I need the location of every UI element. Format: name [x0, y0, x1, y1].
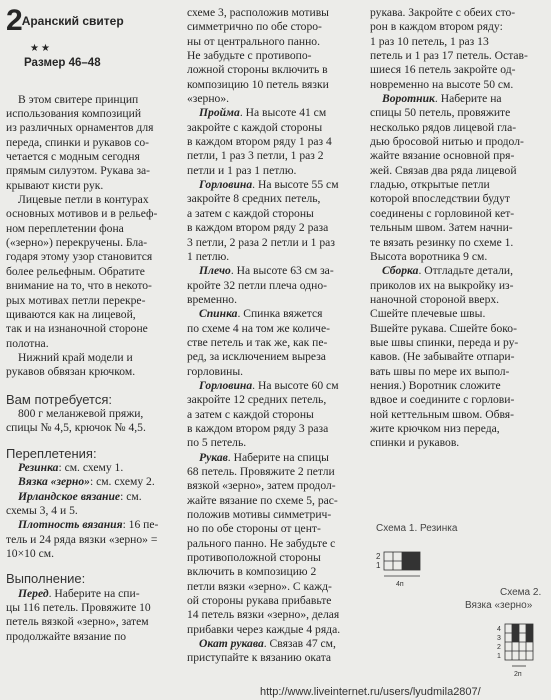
col3-intro — [370, 6, 544, 92]
text-line: петель и 1 раз 17 петель. Остав- — [370, 49, 528, 63]
schema-2-diagram — [495, 616, 545, 686]
text-line: прибавки через каждые 4 ряда. — [187, 622, 341, 636]
text-line: соединены с горловиной кет- — [370, 206, 515, 220]
back-section — [187, 307, 361, 379]
text-line: приступайте к вязанию оката — [187, 651, 332, 665]
text-line: включить в композицию 2 — [187, 565, 317, 579]
text-line: стве петель и так же, как пе- — [187, 335, 328, 349]
section-text: . Отгладьте детали, — [418, 264, 514, 278]
section-text: . На высоте 55 см — [252, 178, 339, 192]
text-line: ны от центрального панно. — [187, 34, 320, 48]
section-first-line — [370, 92, 544, 106]
text-line: переда, спинки и рукавов со- — [6, 135, 149, 149]
section-text: . Спинка вяжется — [237, 307, 323, 321]
density-line-3: 10×10 см. — [6, 547, 55, 560]
text-line: петли и 1 раз 1 петлю. — [187, 163, 297, 177]
text-line: основных мотивов и в рельеф- — [6, 207, 158, 221]
front-section — [6, 587, 178, 644]
section-keyword: Плечо — [199, 264, 231, 278]
schema-2-row-2: 2 — [497, 644, 501, 651]
schema-2-row-4: 4 — [497, 626, 501, 633]
section-keyword: Горловина — [199, 178, 253, 192]
schema-1-row-2: 2 — [376, 552, 381, 561]
text-line: наночной стороной вверх. — [370, 292, 500, 306]
text-line: дью бросовой нитью и продол- — [370, 135, 524, 149]
text-line: новременно на высоте 50 см. — [370, 77, 514, 91]
text-line: В этом свитере принцип — [18, 92, 139, 106]
text-line: рых мотивах петли перекре- — [6, 293, 146, 307]
text-line: 1 петлю. — [187, 249, 230, 263]
text-line: цы 116 петель. Провяжите 10 — [6, 601, 151, 615]
section-first-line — [187, 451, 361, 465]
text-line: симметрично по обе сторо- — [187, 20, 322, 34]
schema-2-label-1: Схема 2. — [500, 587, 542, 598]
schema-1-diagram — [372, 540, 442, 590]
schema-2-row-1: 1 — [497, 653, 501, 660]
pattern-number: 2 — [6, 4, 22, 37]
schema-2-row-3: 3 — [497, 635, 501, 642]
text-line: закройте с каждой стороны — [187, 120, 323, 134]
text-line: положив мотивы симметрич- — [187, 508, 332, 522]
execution-heading: Выполнение: — [6, 571, 86, 587]
size-label: Размер 46–48 — [24, 57, 101, 70]
schema-2-repeat: 2п — [514, 671, 522, 678]
schema-1-row-1: 1 — [376, 561, 381, 570]
section-first-line — [370, 264, 544, 278]
text-line: 14 петель вязки «зерно», делая — [187, 608, 340, 622]
text-line: противоположной стороны — [187, 551, 321, 565]
text-line: вдвое и соедините с горлови- — [370, 393, 515, 407]
section-first-line — [187, 178, 361, 192]
patterns-heading: Переплетения: — [6, 445, 97, 461]
text-line: вые швы спинки, переда и ру- — [370, 335, 519, 349]
text-line: использования композиций — [6, 107, 142, 121]
text-line: петли, 1 раз 3 петли, 1 раз 2 — [187, 149, 324, 163]
neck-section — [187, 178, 361, 264]
section-text: . Наберите на спи- — [48, 586, 140, 600]
text-line: кройте 32 петли плеча одно- — [187, 278, 327, 292]
materials-heading: Вам потребуется: — [6, 391, 112, 407]
irish-line: Ирландское вязание: см. — [18, 489, 142, 503]
section-text: . Наберите на — [434, 92, 502, 106]
text-line: приколов их на выкройку из- — [370, 278, 514, 292]
section-keyword: Пройма — [199, 106, 240, 120]
text-line: композицию 10 петель вязки — [187, 77, 329, 91]
section-keyword: Сборка — [382, 264, 419, 278]
text-line: жайте вязание основной пря- — [370, 149, 515, 163]
text-line: нения.) Воротник сложите — [370, 378, 501, 392]
text-line: годаря этому узор становится — [6, 250, 153, 264]
text-line: 1 раз 10 петель, 1 раз 13 — [370, 34, 489, 48]
materials-text — [6, 407, 178, 436]
section-text: . На высоте 63 см за- — [230, 264, 334, 278]
pattern-header — [6, 6, 178, 36]
section-text: . Наберите на спицы — [227, 450, 329, 464]
sleeve-section — [187, 451, 361, 637]
text-line: 68 петель. Провяжите 2 петли — [187, 465, 335, 478]
text-line: кавов. (Не забывайте отпари- — [370, 350, 515, 364]
text-line: ой стороны рукава прибавьте — [187, 594, 332, 608]
text-line: из различных орнаментов для — [6, 121, 154, 135]
text-line: те вязать резинку по схеме 1. — [370, 235, 514, 249]
text-line: несколько рядов лицевой гла- — [370, 120, 517, 134]
section-text: . На высоте 60 см — [252, 378, 339, 392]
text-line: рукавов обвязан крючком. — [6, 365, 136, 379]
text-line: закройте 12 средних петель, — [187, 393, 327, 407]
text-line: щиваются как на лицевой, — [6, 307, 136, 321]
schema-1-repeat: 4п — [396, 581, 404, 588]
text-line: Не забудьте с противопо- — [187, 49, 312, 63]
assembly-section — [370, 264, 544, 450]
text-line: рон в каждом втором ряду: — [370, 20, 503, 34]
text-line: продолжайте вязание по — [6, 629, 127, 643]
schema-1-label: Схема 1. Резинка — [376, 523, 458, 534]
section-keyword: Рукав — [199, 450, 228, 464]
text-line: более рельефным. Обратите — [6, 264, 145, 278]
section-first-line — [187, 637, 361, 651]
text-line: ред, за исключением выреза — [187, 350, 326, 364]
irish-line-2: схемы 3, 4 и 5. — [6, 503, 78, 517]
text-line: схеме 3, расположив мотивы — [187, 6, 329, 19]
text-line: но по обе стороны от цент- — [187, 522, 321, 536]
section-keyword: Горловина — [199, 378, 253, 392]
density-line-2: тель и 24 ряда вязки «зерно» = — [6, 532, 158, 546]
text-line: по схеме 4 на том же количе- — [187, 321, 331, 335]
back-neck-section — [187, 379, 361, 451]
armhole-section — [187, 106, 361, 178]
column-3 — [370, 6, 544, 451]
text-line: прямым силуэтом. Рукава за- — [6, 164, 151, 178]
text-line: горловины. — [187, 364, 244, 378]
column-2 — [187, 6, 361, 666]
text-line: спинки и рукавов. — [370, 436, 460, 450]
sleeve-cap-section — [187, 637, 361, 666]
text-line: 3 петли, 2 раза 2 петли и 1 раз — [187, 235, 335, 249]
section-keyword: Спинка — [199, 307, 238, 321]
text-line: петель вязкой «зерно», затем — [6, 615, 149, 629]
text-line: жей. Связав два ряда лицевой — [370, 163, 517, 177]
difficulty-stars: ★★ — [30, 43, 52, 54]
shoulder-section — [187, 264, 361, 307]
text-line: спицы 50 петель, провяжите — [370, 106, 511, 120]
text-line: полотна. — [6, 336, 49, 350]
source-url[interactable]: http://www.liveinternet.ru/users/lyudmila2807/ — [260, 686, 481, 698]
text-line: Нижний край модели и — [18, 350, 133, 364]
section-first-line — [187, 379, 361, 393]
collar-section — [370, 92, 544, 264]
text-line: ном переплетении фона — [6, 221, 124, 235]
text-line: Вшейте рукава. Сшейте боко- — [370, 321, 517, 335]
text-line: вязкой «зерно», затем продол- — [187, 479, 336, 493]
text-line: Сшейте плечевые швы. — [370, 307, 486, 321]
section-text: . На высоте 41 см — [239, 106, 327, 120]
text-line: Высота воротника 9 см. — [370, 249, 488, 263]
section-text: . Связав 47 см, — [263, 637, 336, 651]
text-line: шиеся 16 петель закройте од- — [370, 63, 516, 77]
text-line: тельным швом. Затем начни- — [370, 221, 513, 235]
section-keyword: Перед — [18, 586, 49, 600]
text-line: в каждом втором ряду 1 раз 4 — [187, 135, 332, 149]
section-first-line — [187, 106, 361, 120]
section-first-line — [6, 587, 178, 601]
text-line: Лицевые петли в контурах — [18, 193, 149, 207]
text-line: в каждом втором ряду 3 раза — [187, 421, 329, 435]
text-line: жите крючком низ переда, — [370, 421, 500, 435]
density-line: Плотность вязания: 16 пе- — [18, 518, 159, 532]
text-line: временно. — [187, 292, 238, 306]
text-line: («зерно») перекручены. Бла- — [6, 236, 148, 250]
text-line: закройте 8 средних петель, — [187, 192, 321, 206]
text-line: крывают кисти рук. — [6, 178, 104, 192]
intro-text — [6, 93, 178, 380]
text-line: петли вязки «зерно». С кажд- — [187, 579, 332, 593]
seed-line: Вязка «зерно»: см. схему 2. — [18, 475, 155, 489]
text-line: спицы № 4,5, крючок № 4,5. — [6, 421, 146, 435]
text-line: четается с модным сегодня — [6, 150, 140, 164]
text-line: а затем с каждой стороны — [187, 407, 314, 421]
text-line: 800 г меланжевой пряжи, — [18, 406, 144, 420]
column-1 — [6, 6, 178, 644]
text-line: а затем с каждой стороны — [187, 206, 314, 220]
text-line: которой впоследствии будут — [370, 192, 510, 206]
text-line: ложной стороны включить в — [187, 63, 328, 77]
pattern-title: Аранский свитер — [21, 14, 124, 28]
section-keyword: Воротник — [382, 92, 435, 106]
text-line: в каждом втором ряду 2 раза — [187, 221, 329, 235]
text-line: гладью, открытые петли — [370, 178, 490, 192]
section-first-line — [187, 307, 361, 321]
text-line: жайте вязание по схеме 5, рас- — [187, 493, 338, 507]
text-line: так и на изнаночной стороне — [6, 322, 148, 336]
rib-line: Резинка: см. схему 1. — [18, 460, 124, 474]
text-line: рукава. Закройте с обеих сто- — [370, 6, 516, 19]
text-line: рального панно. Не забудьте с — [187, 536, 336, 550]
schema-2-label-2: Вязка «зерно» — [465, 600, 533, 611]
text-line: по 5 петель. — [187, 436, 247, 450]
text-line: ной кеттельным швом. Обвя- — [370, 407, 514, 421]
text-line: «зерно». — [187, 92, 230, 106]
text-line: внимание на то, что в некото- — [6, 279, 152, 293]
text-line: вать швы по мере их выпол- — [370, 364, 510, 378]
section-keyword: Окат рукава — [199, 637, 264, 651]
col2-intro — [187, 6, 361, 106]
section-first-line — [187, 264, 361, 278]
